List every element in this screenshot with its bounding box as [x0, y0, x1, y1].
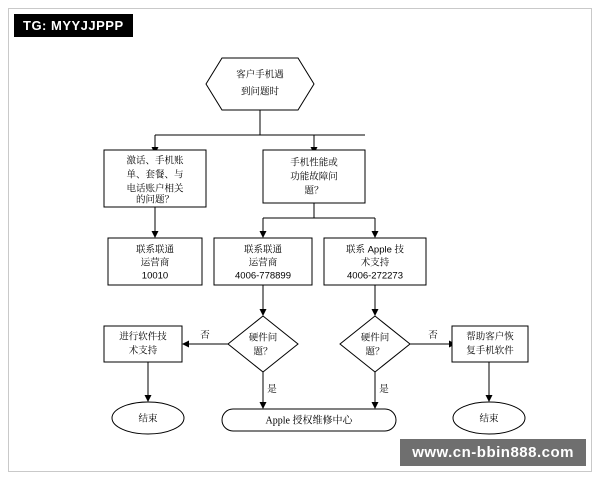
node-branch-account[interactable]	[104, 150, 206, 207]
arrow-carrier2-to-hwleft	[260, 309, 267, 316]
node-restore-software[interactable]	[452, 326, 528, 362]
node-carrier-4006778899[interactable]	[214, 238, 312, 285]
watermark-badge: www.cn-bbin888.com	[400, 439, 586, 466]
branch-account-line-3: 电话账户相关	[126, 183, 184, 195]
node-repair-center[interactable]	[222, 409, 396, 431]
branch-device-line-1: 手机性能或	[290, 157, 338, 169]
arrow-to-carrier2	[260, 231, 267, 238]
end-left-label: 结束	[138, 413, 158, 425]
node-hardware-question-left[interactable]	[228, 316, 298, 372]
edge-label-left-yes: 是	[267, 384, 277, 395]
hardware-question-right-line-1: 硬件问	[360, 332, 390, 344]
node-branch-device[interactable]	[263, 150, 365, 203]
arrow-restore-to-end	[486, 395, 493, 402]
node-hardware-question-right[interactable]	[340, 316, 410, 372]
carrier-10010-line-2: 运营商	[140, 257, 170, 269]
carrier-4006778899-line-2: 运营商	[248, 257, 278, 269]
carrier-10010-line-3: 10010	[141, 270, 169, 282]
arrow-apple-to-hwright	[372, 309, 379, 316]
node-end-right[interactable]	[453, 402, 525, 434]
arrow-hwright-yes	[372, 402, 379, 409]
software-support-line-1: 进行软件技	[119, 331, 167, 343]
arrow-hwleft-yes	[260, 402, 267, 409]
branch-device-line-2: 功能故障问	[290, 171, 338, 183]
apple-support-line-1: 联系 Apple 技	[345, 244, 405, 256]
carrier-4006778899-line-3: 4006-778899	[235, 270, 291, 282]
branch-account-line-4: 的问题？	[135, 194, 175, 206]
arrow-hwleft-no	[182, 341, 189, 348]
carrier-10010-line-1: 联系联通	[135, 244, 175, 256]
edge-label-left-no: 否	[200, 330, 210, 341]
node-start[interactable]	[206, 58, 314, 110]
apple-support-line-3: 4006-272273	[347, 270, 403, 282]
edge-label-right-no: 否	[428, 330, 438, 341]
arrow-software-to-end	[145, 395, 152, 402]
start-line-2: 到问题时	[240, 86, 280, 98]
start-hexagon-shape	[206, 58, 314, 110]
branch-device-line-3: 题？	[304, 185, 324, 197]
restore-software-line-1: 帮助客户恢	[466, 331, 514, 343]
hardware-question-right-shape	[340, 316, 410, 372]
end-right-label: 结束	[479, 413, 499, 425]
tg-badge: TG: MYYJJPPP	[14, 14, 133, 37]
restore-software-line-2: 复手机软件	[466, 345, 514, 357]
branch-account-line-1: 激话、手机账	[126, 155, 184, 167]
repair-center-label: Apple 授权维修中心	[265, 415, 353, 427]
start-line-1: 客户手机遇	[236, 69, 284, 81]
node-end-left[interactable]	[112, 402, 184, 434]
hardware-question-right-line-2: 题？	[365, 346, 385, 358]
software-support-line-2: 术支持	[128, 345, 158, 357]
node-apple-support[interactable]	[324, 238, 426, 285]
node-software-support[interactable]	[104, 326, 182, 362]
branch-account-line-2: 单、套餐、与	[126, 169, 184, 181]
hardware-question-left-line-2: 题？	[253, 346, 273, 358]
arrow-to-apple	[372, 231, 379, 238]
arrow-account-to-10010	[152, 231, 159, 238]
carrier-4006778899-line-1: 联系联通	[243, 244, 283, 256]
apple-support-line-2: 术支持	[360, 257, 390, 269]
hardware-question-left-line-1: 硬件问	[248, 332, 278, 344]
node-carrier-10010[interactable]	[108, 238, 202, 285]
hardware-question-left-shape	[228, 316, 298, 372]
edge-label-right-yes: 是	[379, 384, 389, 395]
